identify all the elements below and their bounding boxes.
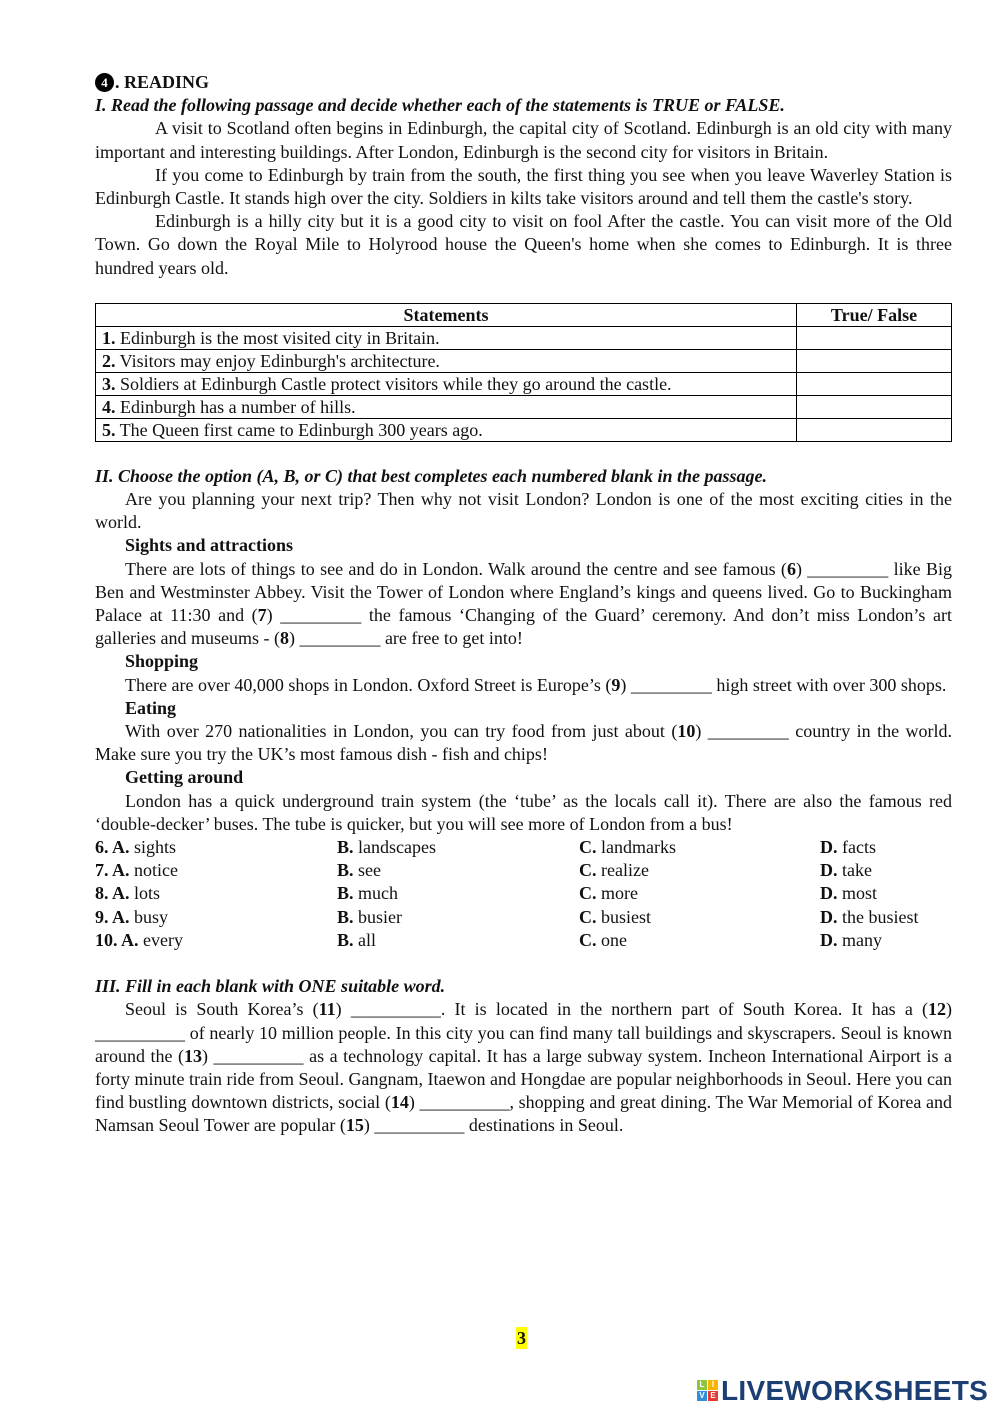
- option-item[interactable]: [820, 836, 952, 859]
- option-item[interactable]: [820, 882, 952, 905]
- text-segment: Seoul is South Korea’s (: [125, 999, 319, 1020]
- table-row: [96, 372, 952, 395]
- option-letter: C.: [579, 860, 597, 881]
- passage-paragraph: [95, 790, 952, 836]
- blank-number: 8: [279, 628, 289, 649]
- option-text: facts: [837, 837, 876, 858]
- option-letter: B.: [337, 929, 354, 950]
- statement-text: Edinburgh is the most visited city in Britain.: [115, 327, 440, 348]
- option-letter: B.: [337, 860, 354, 881]
- option-text: landmarks: [596, 837, 676, 858]
- table-row: [96, 349, 952, 372]
- option-item[interactable]: [337, 882, 579, 905]
- option-text: lots: [129, 883, 161, 904]
- london-passage: [95, 488, 952, 836]
- statement-text: Soldiers at Edinburgh Castle protect visitors while they go around the castle.: [115, 373, 672, 394]
- blank-number: 14: [390, 1092, 409, 1113]
- text-segment: London has a quick underground train system (the ‘tube’ as the locals call it). There are also the famous red ‘double-decker’ buses. The tube is quicker, but you will see more of London from a bus!: [95, 790, 952, 834]
- header-statements: Statements: [96, 303, 797, 326]
- blank-number: 7: [257, 605, 267, 626]
- option-letter: C.: [579, 883, 597, 904]
- text-segment: Are you planning your next trip? Then why not visit London? London is one of the most exciting cities in the world.: [95, 489, 952, 533]
- option-letter: B.: [337, 837, 354, 858]
- header-true-false: True/ False: [797, 303, 952, 326]
- option-letter: D.: [820, 906, 838, 927]
- statement-number: 3.: [102, 373, 116, 394]
- blank-number: 10: [677, 721, 696, 742]
- text-segment: ) _________ like Big Ben and Westminster Abbey. Visit the Tower of London where England’s kings and queens lived. Go to Buckingham Palace at 11:30 and (: [95, 558, 952, 626]
- option-item[interactable]: [820, 929, 952, 952]
- statement-cell: [96, 372, 797, 395]
- option-item[interactable]: [95, 859, 337, 882]
- option-text: busiest: [596, 906, 652, 927]
- text-segment: ) __________ destinations in Seoul.: [363, 1115, 624, 1136]
- blank-number: 15: [345, 1115, 364, 1136]
- option-text: busy: [129, 906, 169, 927]
- option-letter: B.: [337, 906, 354, 927]
- blank-number: 12: [928, 999, 946, 1020]
- table-row: [96, 395, 952, 418]
- option-item[interactable]: [820, 859, 952, 882]
- option-item[interactable]: [579, 859, 820, 882]
- statement-cell: [96, 395, 797, 418]
- statement-cell: [96, 349, 797, 372]
- answer-cell[interactable]: [797, 418, 952, 441]
- option-text: notice: [129, 860, 178, 881]
- option-text: many: [837, 929, 882, 950]
- option-text: much: [353, 883, 399, 904]
- option-letter: D.: [820, 929, 838, 950]
- option-item[interactable]: [337, 906, 579, 929]
- section-heading: [95, 71, 952, 94]
- option-letter: 6. A.: [95, 837, 130, 858]
- subheading: Getting around: [125, 767, 244, 788]
- table-row: [96, 418, 952, 441]
- option-text: all: [353, 929, 377, 950]
- section-number-badge: 4: [95, 73, 114, 92]
- blank-number: 13: [184, 1045, 203, 1066]
- answer-options: [95, 836, 952, 952]
- logo-tiles-icon: [697, 1380, 718, 1401]
- part1-instruction: I. Read the following passage and decide whether each of the statements is TRUE or FALSE.: [95, 95, 785, 116]
- passage-paragraph: [95, 488, 952, 534]
- option-item[interactable]: [579, 906, 820, 929]
- option-item[interactable]: [820, 906, 952, 929]
- answer-cell[interactable]: [797, 326, 952, 349]
- passage-paragraph: [95, 674, 952, 697]
- passage-paragraph: [95, 558, 952, 651]
- option-text: realize: [596, 860, 649, 881]
- statement-number: 5.: [102, 419, 116, 440]
- option-letter: 10. A.: [95, 929, 139, 950]
- subheading: Shopping: [125, 651, 199, 672]
- option-text: most: [837, 883, 878, 904]
- option-item[interactable]: [579, 929, 820, 952]
- answer-cell[interactable]: [797, 372, 952, 395]
- option-letter: B.: [337, 883, 354, 904]
- option-letter: C.: [579, 929, 597, 950]
- blank-number: 11: [318, 999, 336, 1020]
- option-letter: C.: [579, 906, 597, 927]
- option-letter: D.: [820, 837, 838, 858]
- seoul-passage: [95, 998, 952, 1137]
- statement-number: 4.: [102, 396, 116, 417]
- option-text: take: [837, 860, 872, 881]
- option-text: landscapes: [353, 837, 436, 858]
- option-letter: 8. A.: [95, 883, 130, 904]
- option-letter: D.: [820, 860, 838, 881]
- option-letter: D.: [820, 883, 838, 904]
- text-segment: ) _________ high street with over 300 shops.: [620, 674, 947, 695]
- statement-text: The Queen first came to Edinburgh 300 years ago.: [115, 419, 483, 440]
- text-segment: ) __________. It is located in the northern part of South Korea. It has a (: [335, 999, 928, 1020]
- option-letter: 7. A.: [95, 860, 130, 881]
- passage-paragraph: Edinburgh is a hilly city but it is a good city to visit on fool After the castle. You can visit more of the Old Town. Go down the Royal Mile to Holyrood house the Queen's home when she comes to Edinburgh. It is three hundred years old.: [95, 211, 952, 278]
- option-text: the busiest: [837, 906, 919, 927]
- answer-cell[interactable]: [797, 349, 952, 372]
- text-segment: There are over 40,000 shops in London. Oxford Street is Europe’s (: [125, 674, 612, 695]
- option-text: sights: [129, 837, 177, 858]
- passage-paragraph: A visit to Scotland often begins in Edinburgh, the capital city of Scotland. Edinburgh is an old city with many important and interesting buildings. After London, Edinburgh is the second city for visitors in Britain.: [95, 118, 952, 162]
- table-row: [96, 326, 952, 349]
- logo-text: LIVEWORKSHEETS: [721, 1375, 989, 1406]
- option-letter: 9. A.: [95, 906, 130, 927]
- text-segment: ) _________ are free to get into!: [288, 628, 523, 649]
- option-item[interactable]: [337, 929, 579, 952]
- logo-tile: V: [697, 1391, 707, 1401]
- statement-cell: [96, 418, 797, 441]
- blank-number: 6: [786, 558, 796, 579]
- text-segment: There are lots of things to see and do in London. Walk around the centre and see famous (: [125, 558, 787, 579]
- logo-tile: E: [708, 1391, 718, 1401]
- option-text: more: [596, 883, 638, 904]
- page-number: 3: [517, 1328, 526, 1348]
- subheading: Sights and attractions: [125, 535, 294, 556]
- logo-tile: L: [697, 1380, 707, 1390]
- statement-text: Edinburgh has a number of hills.: [115, 396, 356, 417]
- liveworksheets-logo[interactable]: [697, 1375, 989, 1406]
- option-letter: C.: [579, 837, 597, 858]
- blank-number: 9: [611, 674, 621, 695]
- statement-number: 1.: [102, 327, 116, 348]
- option-text: see: [353, 860, 381, 881]
- passage-paragraph: If you come to Edinburgh by train from the south, the first thing you see when you leave Waverley Station is Edinburgh Castle. It stands high over the city. Soldiers in kilts take visitors around and tell them the castle's story.: [95, 164, 952, 209]
- subheading: Eating: [125, 697, 177, 718]
- text-segment: With over 270 nationalities in London, you can try food from just about (: [125, 721, 678, 742]
- statement-cell: [96, 326, 797, 349]
- section-title: . READING: [115, 72, 210, 92]
- option-text: busier: [353, 906, 403, 927]
- text-segment: ) __________ as a technology capital. It has a large subway system. Incheon International Airport is a forty minute train ride from Seoul. Gangnam, Itaewon and Hongdae are popular neighborhoods in Seoul. Here you can find bustling downtown districts, social (: [95, 1045, 952, 1113]
- option-item[interactable]: [579, 882, 820, 905]
- option-text: one: [596, 929, 627, 950]
- text-segment: ) _________ the famous ‘Changing of the Guard’ ceremony. And don’t miss London’s art galleries and museums - (: [95, 605, 952, 649]
- true-false-table: [95, 303, 952, 442]
- option-item[interactable]: [579, 836, 820, 859]
- statement-number: 2.: [102, 350, 116, 371]
- table-header-row: [96, 303, 952, 326]
- option-item[interactable]: [95, 929, 337, 952]
- part3-instruction: III. Fill in each blank with ONE suitable word.: [95, 976, 446, 997]
- text-segment: ) _________ country in the world. Make sure you try the UK’s most famous dish - fish and chips!: [95, 721, 952, 765]
- option-item[interactable]: [95, 882, 337, 905]
- option-item[interactable]: [95, 906, 337, 929]
- part2-instruction: II. Choose the option (A, B, or C) that best completes each numbered blank in the passage.: [95, 465, 768, 486]
- reading-section: [95, 71, 952, 1138]
- option-text: every: [138, 929, 183, 950]
- statement-text: Visitors may enjoy Edinburgh's architecture.: [115, 350, 440, 371]
- text-segment: ) __________ of nearly 10 million people. In this city you can find many tall buildings and skyscrapers. Seoul is known around the (: [95, 999, 952, 1066]
- text-segment: ) __________, shopping and great dining. The War Memorial of Korea and Namsan Seoul Tower are popular (: [95, 1092, 952, 1136]
- logo-tile: I: [708, 1380, 718, 1390]
- answer-cell[interactable]: [797, 395, 952, 418]
- option-item[interactable]: [337, 859, 579, 882]
- passage-paragraph: [95, 720, 952, 766]
- option-item[interactable]: [95, 836, 337, 859]
- option-item[interactable]: [337, 836, 579, 859]
